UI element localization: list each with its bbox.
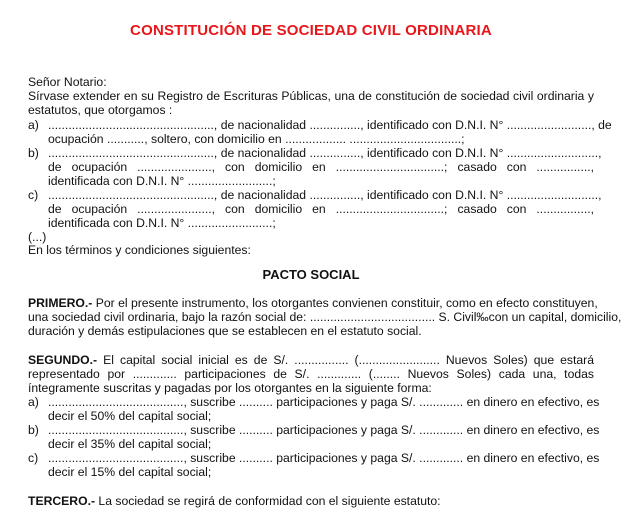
party-a-line-2: ocupación ..........., soltero, con domicilio en .................. .................................; (48, 132, 465, 146)
party-b-letter: b) (28, 146, 39, 160)
tercero-line-1: TERCERO.- La sociedad se regirá de conformidad con el siguiente estatuto: (28, 494, 441, 508)
party-b-line-1: ................................................., de nacionalidad ..............., identificado con D.N.I. N° ..........................., (48, 146, 602, 160)
primero-line-1: PRIMERO.- Por el presente instrumento, los otorgantes convienen constituir, como en efecto constituyen, (28, 296, 598, 310)
segundo-line-3: íntegramente suscritas y pagadas por los otorgantes en la siguiente forma: (28, 381, 432, 395)
segundo-item-a-line-1: ........................................, suscribe .......... participaciones y paga S/. ............. en dinero en efectivo, es (48, 395, 600, 409)
terms-line: En los términos y condiciones siguientes: (28, 243, 251, 257)
intro-line-1: Sírvase extender en su Registro de Escrituras Públicas, una de constitución de sociedad civil ordinaria y (28, 89, 594, 103)
segundo-item-b-line-2: decir el 35% del capital social; (48, 437, 212, 451)
party-b-line-3: identificada con D.N.I. N° .........................; (48, 174, 276, 188)
segundo-item-b-letter: b) (28, 423, 39, 437)
party-c-line-3: identificada con D.N.I. N° .........................; (48, 216, 276, 230)
primero-line-2: una sociedad civil ordinaria, bajo la razón social de: ..................................... S. Civil‰con un capital, domicilio, (28, 310, 622, 324)
section-title: PACTO SOCIAL (262, 267, 360, 282)
segundo-item-b-line-1: ........................................, suscribe .......... participaciones y paga S/. ............. en dinero en efectivo, es (48, 423, 600, 437)
party-a-line-1: ................................................., de nacionalidad ..............., identificado con D.N.I. N° ........................., de (48, 118, 612, 132)
segundo-label: SEGUNDO.- (28, 353, 98, 367)
ellipsis: (...) (28, 230, 47, 244)
document-title: CONSTITUCIÓN DE SOCIEDAD CIVIL ORDINARIA (130, 22, 492, 39)
segundo-item-c-letter: c) (28, 451, 39, 465)
primero-label: PRIMERO.- (28, 296, 93, 310)
segundo-item-a-letter: a) (28, 395, 39, 409)
salutation: Señor Notario: (28, 75, 107, 89)
segundo-item-c-line-2: decir el 15% del capital social; (48, 465, 212, 479)
party-c-letter: c) (28, 188, 39, 202)
segundo-line-1: SEGUNDO.- El capital social inicial es de S/. ................ (........................ Nuevos Soles) que estará (28, 353, 594, 367)
segundo-line-2: representado por ............. participaciones de S/. ............. (........ Nuevos Soles) cada una, todas (28, 367, 594, 381)
primero-line-3: duración y demás estipulaciones que se establecen en el estatuto social. (28, 324, 422, 338)
intro-line-2: estatutos, que otorgamos : (28, 103, 173, 117)
segundo-item-a-line-2: decir el 50% del capital social; (48, 409, 212, 423)
party-c-line-1: ................................................., de nacionalidad ..............., identificado con D.N.I. N° ..........................., (48, 188, 602, 202)
segundo-item-c-line-1: ........................................, suscribe .......... participaciones y paga S/. ............. en dinero en efectivo, es (48, 451, 600, 465)
party-a-letter: a) (28, 118, 39, 132)
tercero-label: TERCERO.- (28, 494, 96, 508)
party-c-line-2: de ocupación ......................, con domicilio en ................................; casado con ................, (48, 202, 594, 216)
party-b-line-2: de ocupación ......................, con domicilio en ................................; casado con ................, (48, 160, 594, 174)
